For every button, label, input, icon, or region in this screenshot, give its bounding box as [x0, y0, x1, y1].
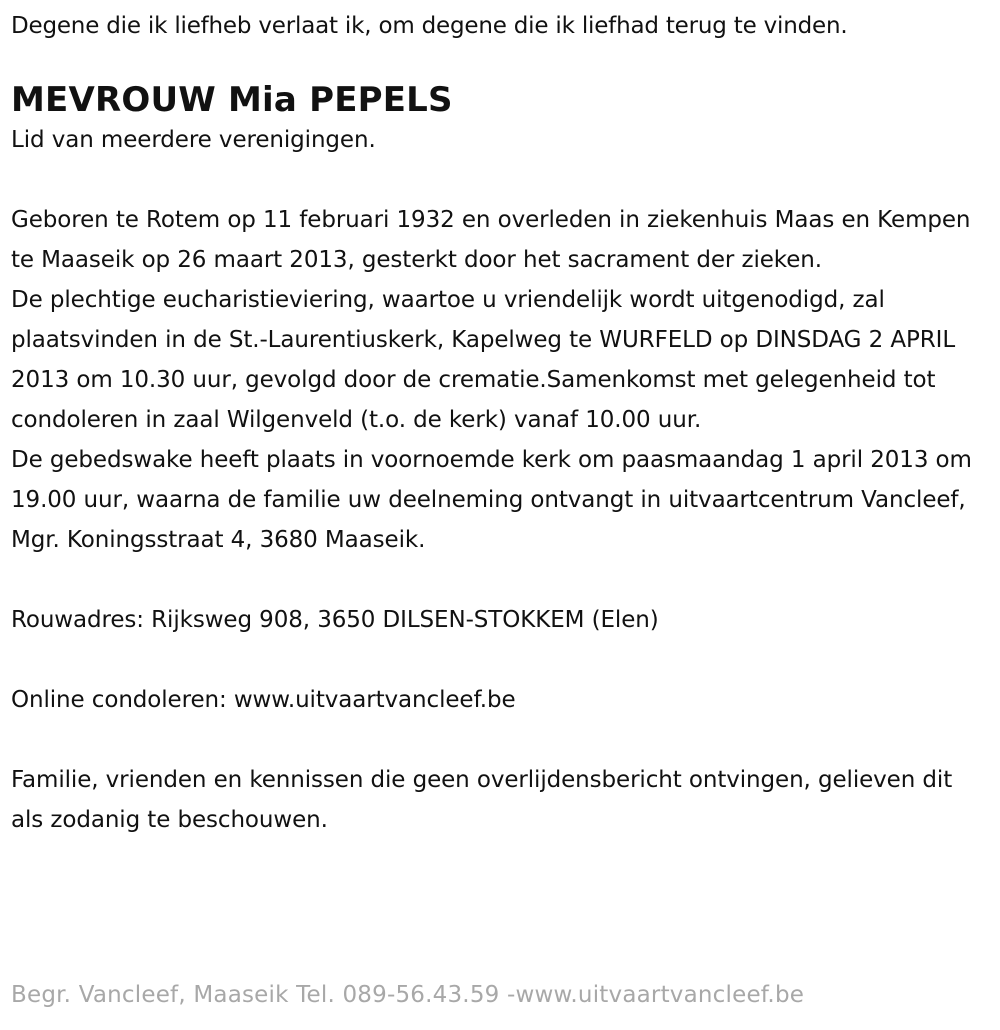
- death-notice: [11, 8, 991, 840]
- spacer: [11, 160, 991, 200]
- opening-quote: Degene die ik liefheb verlaat ik, om degene die ik liefhad terug te vinden.: [11, 13, 848, 39]
- birth-death-paragraph: Geboren te Rotem op 11 februari 1932 en overleden in ziekenhuis Maas en Kempen te Maaseik op 26 maart 2013, gesterkt door het sacrament der zieken.: [11, 207, 971, 273]
- ceremony-paragraph: De plechtige eucharistieviering, waartoe u vriendelijk wordt uitgenodigd, zal plaatsvinden in de St.-Laurentiuskerk, Kapelweg te WURFELD op DINSDAG 2 APRIL 2013 om 10.30 uur, gevolgd door de crematie.Samenkomst met gelegenheid tot condoleren in zaal Wilgenveld (t.o. de kerk) vanaf 10.00 uur.: [11, 287, 956, 433]
- online-condolences: Online condoleren: www.uitvaartvancleef.be: [11, 687, 516, 713]
- subtitle: Lid van meerdere verenigingen.: [11, 127, 376, 153]
- deceased-name: MEVROUW Mia PEPELS: [11, 80, 453, 120]
- vigil-paragraph: De gebedswake heeft plaats in voornoemde kerk om paasmaandag 1 april 2013 om 19.00 uur, waarna de familie uw deelneming ontvangt in uitvaartcentrum Vancleef, Mgr. Koningsstraat 4, 3680 Maaseik.: [11, 447, 972, 553]
- mourning-address: Rouwadres: Rijksweg 908, 3650 DILSEN-STOKKEM (Elen): [11, 607, 659, 633]
- spacer: [11, 640, 991, 680]
- family-note: Familie, vrienden en kennissen die geen overlijdensbericht ontvingen, gelieven dit als zodanig te beschouwen.: [11, 767, 953, 833]
- funeral-home-footer: Begr. Vancleef, Maaseik Tel. 089-56.43.59 -www.uitvaartvancleef.be: [11, 982, 805, 1008]
- spacer: [11, 560, 991, 600]
- spacer: [11, 720, 991, 760]
